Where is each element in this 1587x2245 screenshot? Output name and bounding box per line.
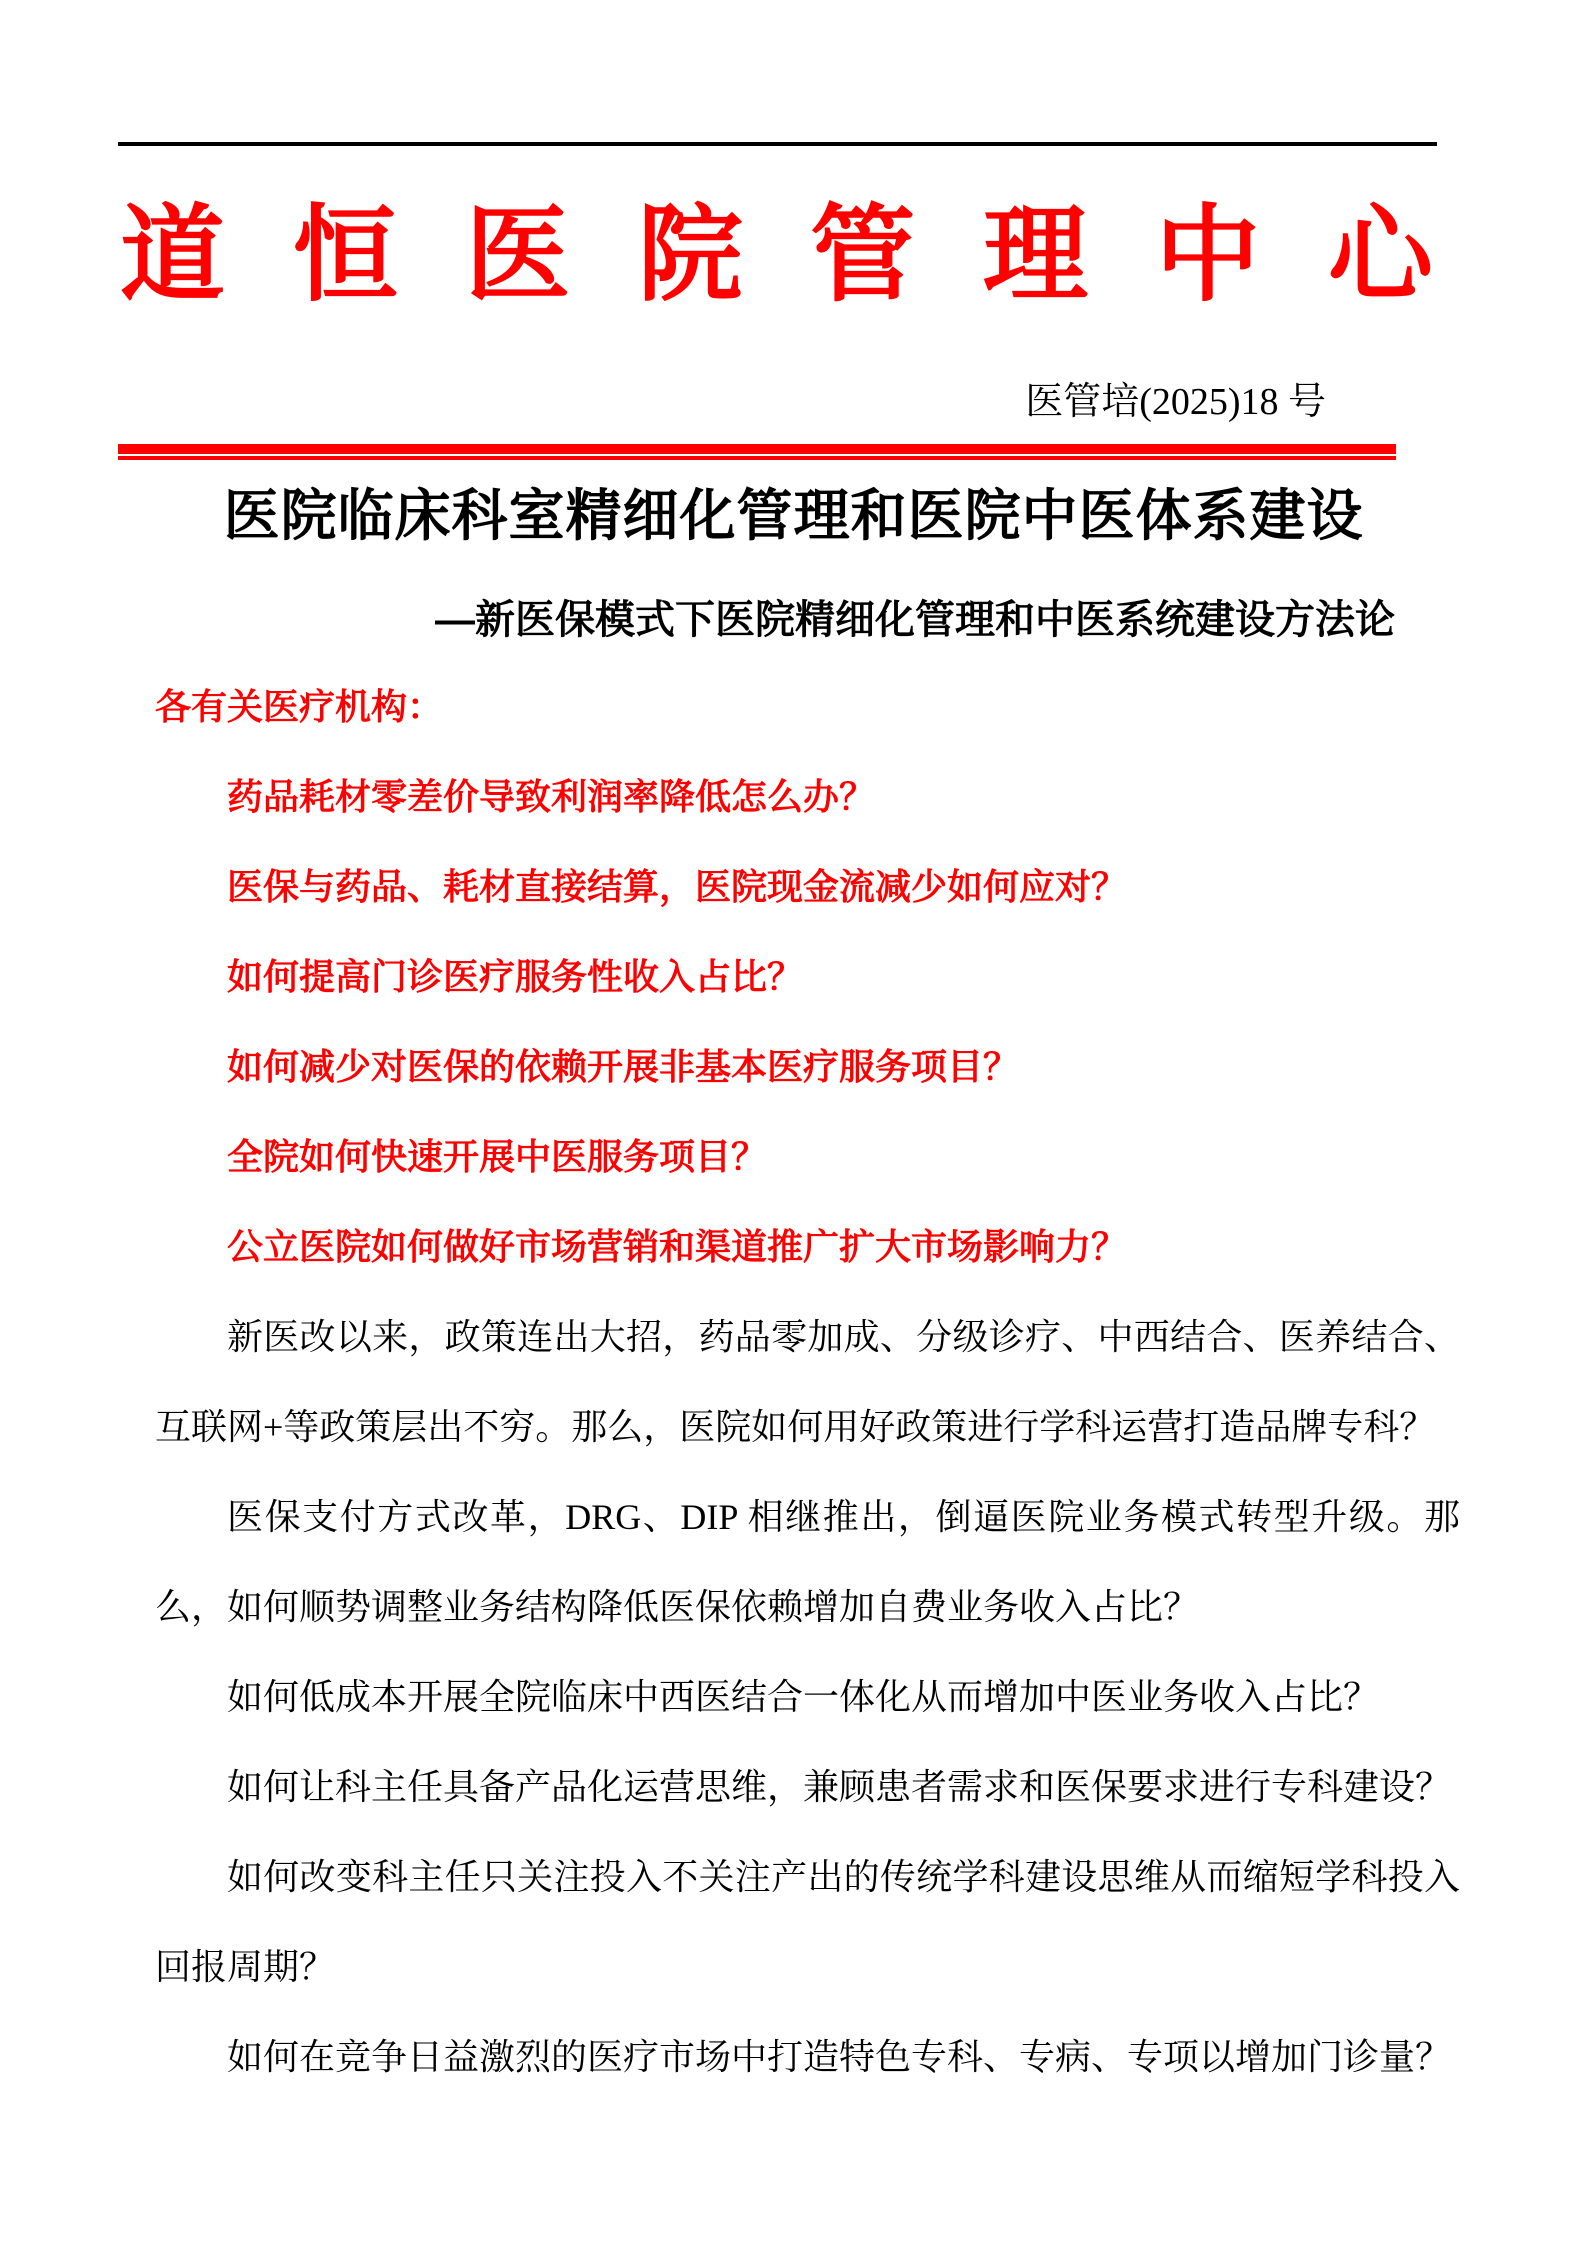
- question-line-6: 公立医院如何做好市场营销和渠道推广扩大市场影响力？: [227, 1227, 1128, 1267]
- letterhead-char: 恒: [292, 197, 398, 314]
- document-title: 医院临床科室精细化管理和医院中医体系建设: [223, 484, 1364, 547]
- letterhead-title: [120, 198, 1433, 314]
- red-divider-thin-line: [118, 456, 1396, 460]
- letterhead-char: 道: [120, 197, 226, 314]
- salutation: 各有关医疗机构：: [155, 687, 444, 727]
- letterhead-char: 理: [982, 197, 1088, 314]
- body-paragraph-1: 新医改以来，政策连出大招，药品零加成、分级诊疗、中西结合、医养结合、互联网+等政策层出不穷。那么，医院如何用好政策进行学科运营打造品牌专科？: [155, 1317, 1460, 1447]
- document-body: [155, 662, 1460, 2102]
- doc-number: 医管培(2025)18 号: [1025, 381, 1326, 423]
- question-line-5: 全院如何快速开展中医服务项目？: [227, 1137, 768, 1177]
- top-divider: [118, 142, 1437, 146]
- body-paragraph-4: 如何让科主任具备产品化运营思维，兼顾患者需求和医保要求进行专科建设？: [227, 1767, 1452, 1807]
- body-paragraph-3: 如何低成本开展全院临床中西医结合一体化从而增加中医业务收入占比？: [227, 1677, 1380, 1717]
- question-line-3: 如何提高门诊医疗服务性收入占比？: [227, 957, 804, 997]
- body-paragraph-6: 如何在竞争日益激烈的医疗市场中打造特色专科、专病、专项以增加门诊量？: [227, 2037, 1452, 2077]
- red-divider-thick-line: [118, 444, 1396, 454]
- letterhead-char: 中: [1155, 197, 1261, 314]
- body-paragraph-5: 如何改变科主任只关注投入不关注产出的传统学科建设思维从而缩短学科投入回报周期？: [155, 1857, 1460, 1987]
- question-line-1: 药品耗材零差价导致利润率降低怎么办？: [227, 777, 876, 817]
- red-divider: [118, 444, 1396, 460]
- question-line-4: 如何减少对医保的依赖开展非基本医疗服务项目？: [227, 1047, 1020, 1087]
- body-paragraph-2: 医保支付方式改革，DRG、DIP 相继推出，倒逼医院业务模式转型升级。那么，如何顺势调整业务结构降低医保依赖增加自费业务收入占比？: [155, 1497, 1460, 1627]
- document-subtitle: —新医保模式下医院精细化管理和中医系统建设方法论: [435, 598, 1395, 642]
- question-line-2: 医保与药品、耗材直接结算，医院现金流减少如何应对？: [227, 867, 1128, 907]
- letterhead-char: 管: [810, 197, 916, 314]
- letterhead-char: 院: [637, 197, 743, 314]
- letterhead-char: 医: [465, 197, 571, 314]
- letterhead-char: 心: [1327, 197, 1433, 314]
